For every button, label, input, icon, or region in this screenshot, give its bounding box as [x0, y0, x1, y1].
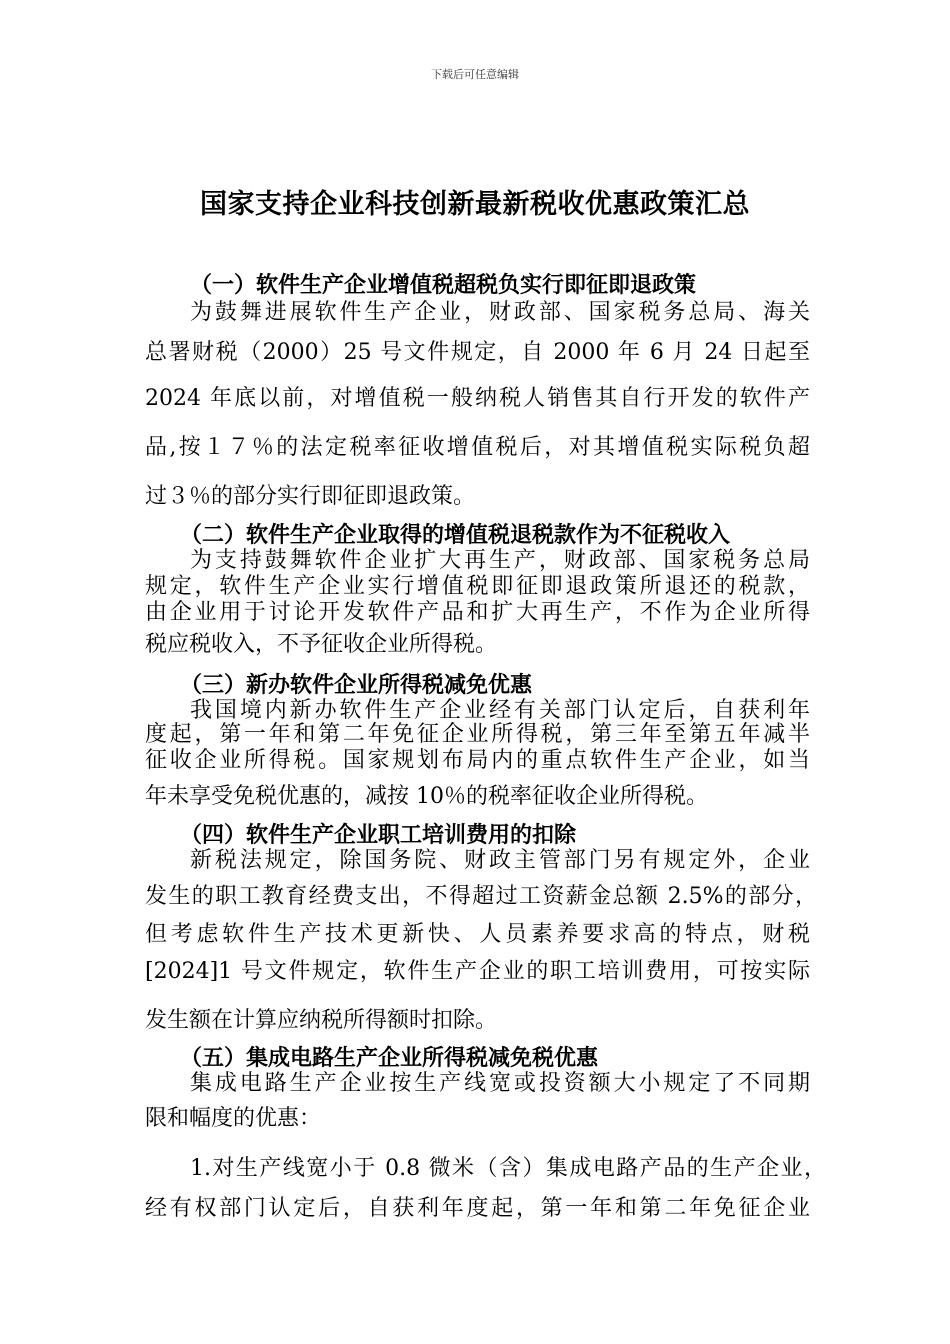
paragraph-line: 为支持鼓舞软件企业扩大再生产，财政部、国家税务总局 — [190, 548, 810, 573]
paragraph-line: 但考虑软件生产技术更新快、人员素养要求高的特点，财税 — [145, 922, 810, 947]
paragraph-line: 发生额在计算应纳税所得额时扣除。 — [145, 1008, 498, 1033]
paragraph-line: 限和幅度的优惠： — [145, 1106, 322, 1131]
page-header: 下载后可任意编辑 — [431, 68, 519, 81]
paragraph-line: 集成电路生产企业按生产线宽或投资额大小规定了不同期 — [190, 1071, 810, 1096]
paragraph-line: 新税法规定，除国务院、财政主管部门另有规定外，企业 — [190, 848, 810, 873]
paragraph-line: 经有权部门认定后，自获利年度起，第一年和第二年免征企业 — [145, 1196, 810, 1221]
section-heading-2: （二）软件生产企业取得的增值税退税款作为不征税收入 — [180, 522, 731, 548]
paragraph-line: 发生的职工教育经费支出，不得超过工资薪金总额 2.5%的部分， — [145, 884, 817, 909]
paragraph-line: 由企业用于讨论开发软件产品和扩大再生产，不作为企业所得 — [145, 600, 810, 625]
paragraph-line: 过３％的部分实行即征即退政策。 — [145, 484, 476, 509]
paragraph-line: 总署财税（2000）25 号文件规定，自 2000 年 6 月 24 日起至 — [145, 340, 810, 365]
section-heading-1: （一）软件生产企业增值税超税负实行即征即退政策 — [190, 272, 697, 298]
paragraph-line: 我国境内新办软件生产企业经有关部门认定后，自获利年 — [190, 698, 810, 723]
section-heading-5: （五）集成电路生产企业所得税减免税优惠 — [180, 1045, 599, 1071]
document-title: 国家支持企业科技创新最新税收优惠政策汇总 — [200, 189, 750, 220]
section-heading-3: （三）新办软件企业所得税减免优惠 — [180, 672, 533, 698]
paragraph-line: 度起，第一年和第二年免征企业所得税，第三年至第五年减半 — [145, 722, 810, 747]
list-item: 1.对生产线宽小于 0.8 微米（含）集成电路产品的生产企业， — [190, 1156, 826, 1181]
paragraph-line: 品,按１７％的法定税率征收增值税后，对其增值税实际税负超 — [145, 435, 810, 460]
paragraph-line: 征收企业所得税。国家规划布局内的重点软件生产企业，如当 — [145, 748, 810, 773]
paragraph-line: 税应税收入，不予征收企业所得税。 — [145, 632, 498, 657]
paragraph-line: 2024 年底以前，对增值税一般纳税人销售其自行开发的软件产 — [145, 386, 810, 411]
paragraph-line: [2024]1 号文件规定，软件生产企业的职工培训费用，可按实际 — [145, 959, 810, 984]
paragraph-line: 为鼓舞进展软件生产企业，财政部、国家税务总局、海关 — [190, 300, 810, 325]
section-heading-4: （四）软件生产企业职工培训费用的扣除 — [180, 822, 577, 848]
paragraph-line: 年未享受免税优惠的，减按 10％的税率征收企业所得税。 — [145, 784, 708, 809]
paragraph-line: 规定，软件生产企业实行增值税即征即退政策所退还的税款， — [145, 574, 810, 599]
